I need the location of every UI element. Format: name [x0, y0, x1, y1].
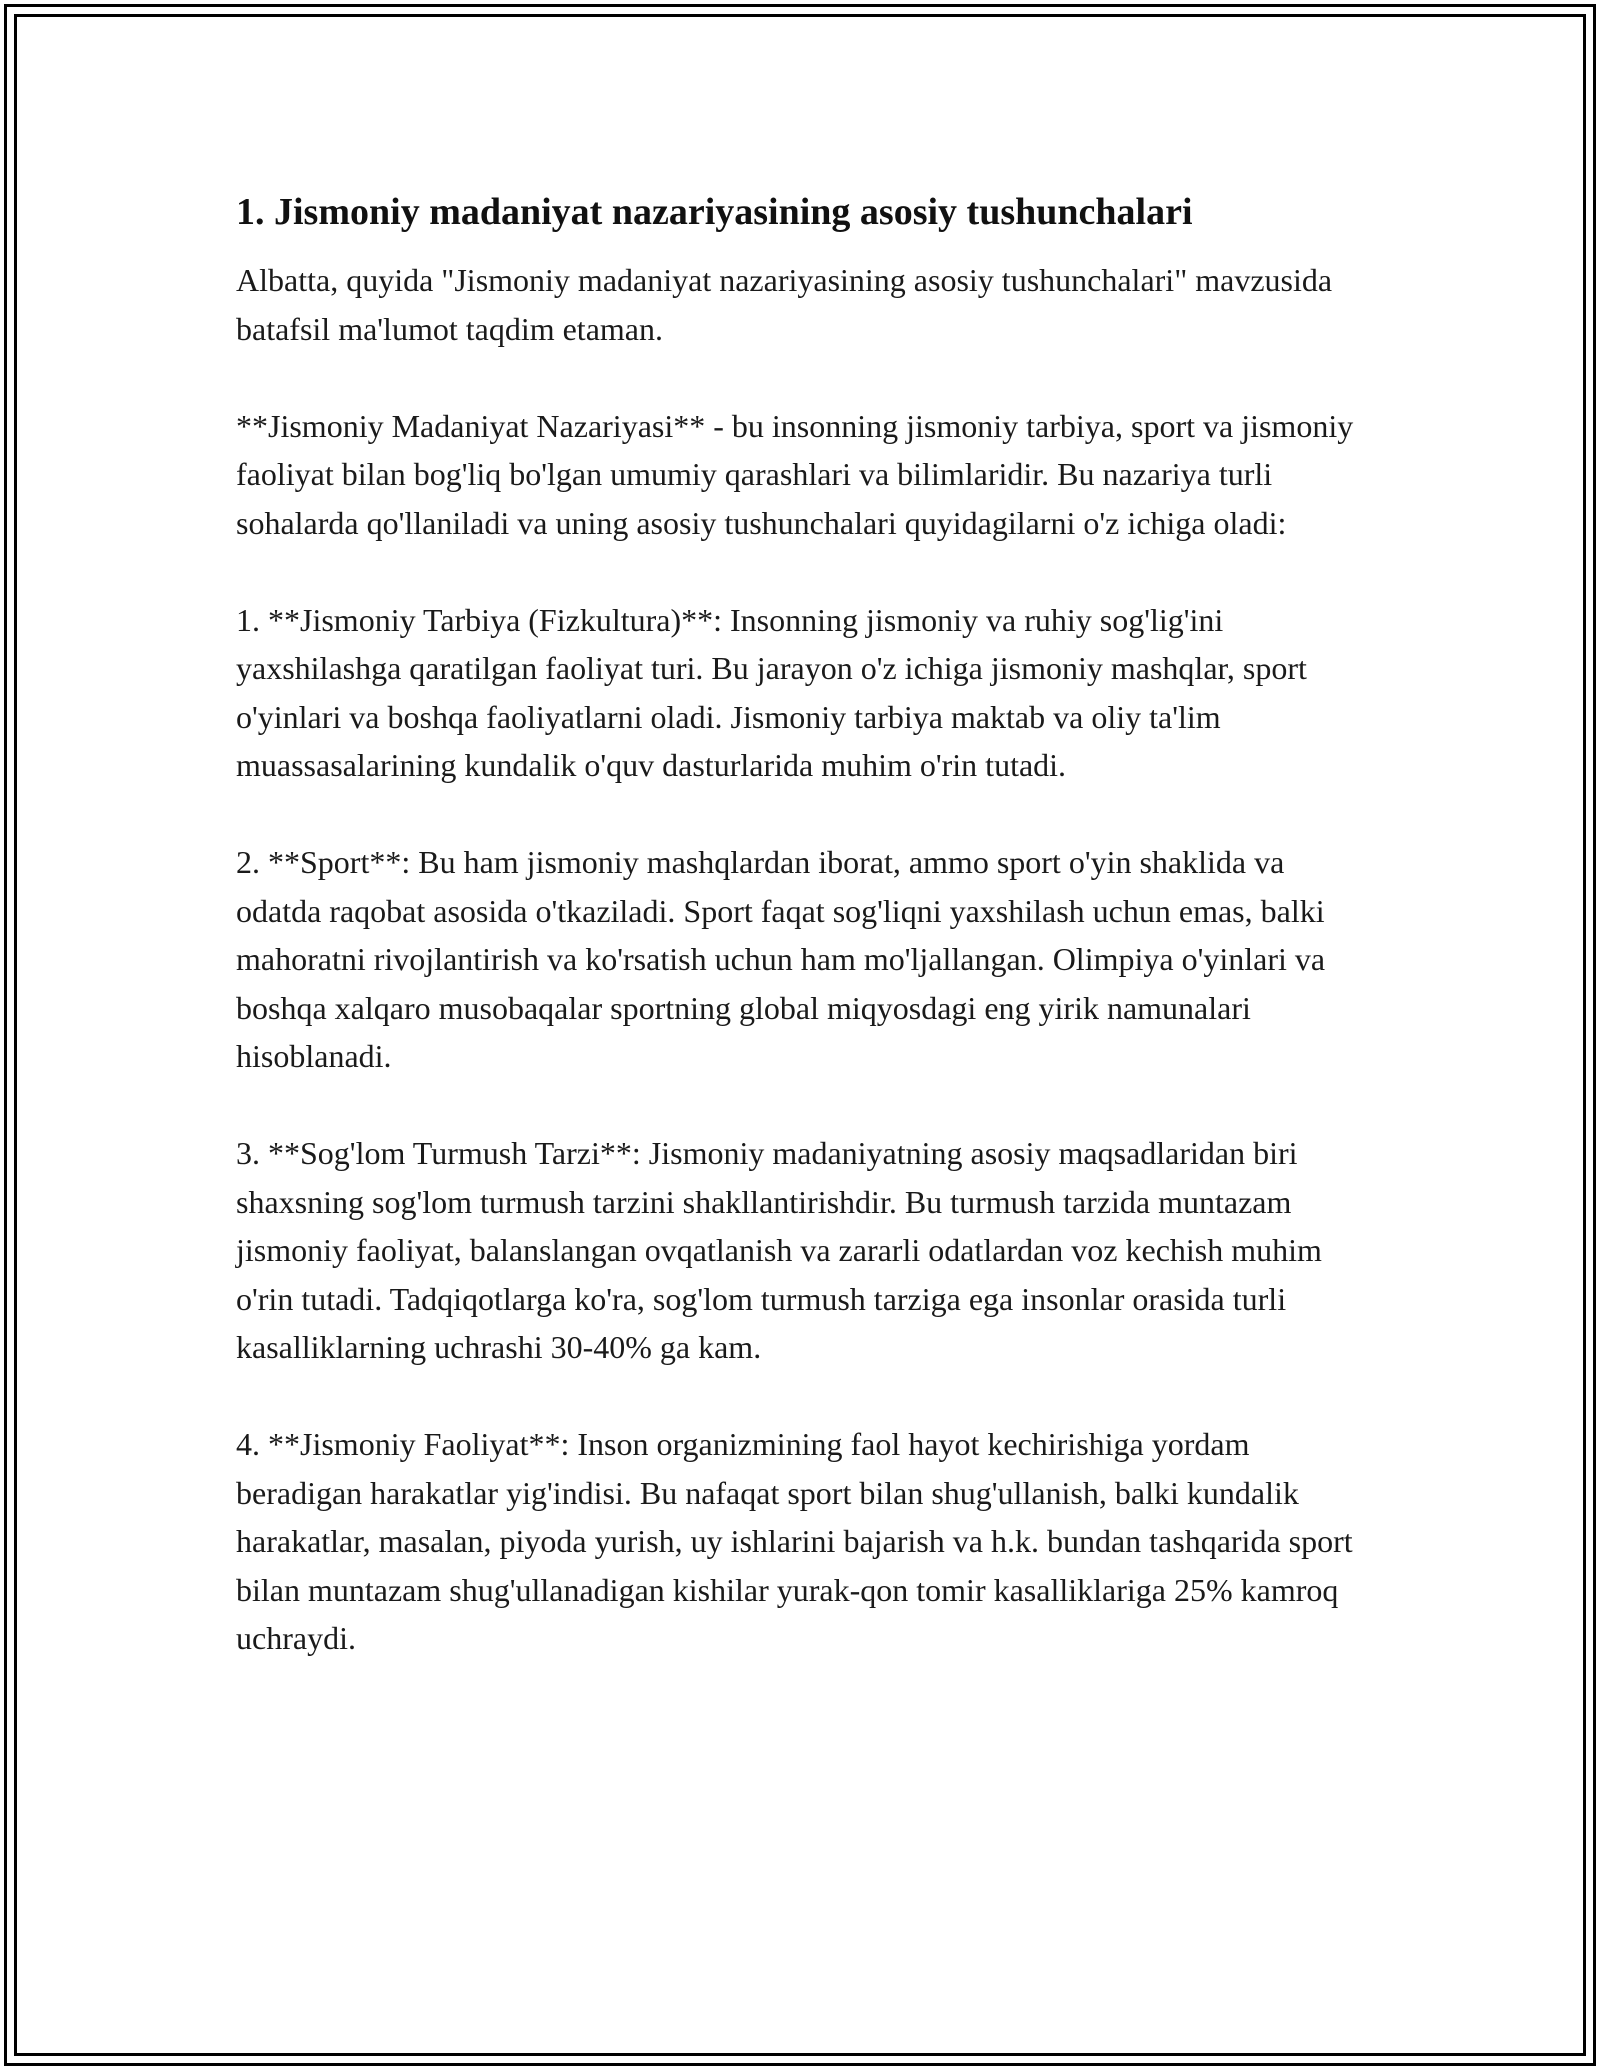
list-item-sport: 2. **Sport**: Bu ham jismoniy mashqlardan iborat, ammo sport o'yin shaklida va odatda raqobat asosida o'tkaziladi. Sport faqat sog'liqni yaxshilash uchun emas, balki mahoratni rivojlantirish va ko'rsatish uchun ham mo'ljallangan. Olimpiya o'yinlari va boshqa xalqaro musobaqalar sportning global miqyosdagi eng yirik namunalari hisoblanadi.: [236, 844, 1326, 1074]
document-title: 1. Jismoniy madaniyat nazariyasining asosiy tushunchalari: [236, 191, 1193, 233]
list-item-jismoniy-tarbiya: 1. **Jismoniy Tarbiya (Fizkultura)**: Insonning jismoniy va ruhiy sog'lig'ini yaxshilashga qaratilgan faoliyat turi. Bu jarayon o'z ichiga jismoniy mashqlar, sport o'yinlari va boshqa faoliyatlarni oladi. Jismoniy tarbiya maktab va oliy ta'lim muassasalarining kundalik o'quv dasturlarida muhim o'rin tutadi.: [236, 601, 1307, 783]
document-body: [236, 188, 1366, 1711]
list-item-jismoniy-faoliyat: 4. **Jismoniy Faoliyat**: Inson organizmining faol hayot kechirishiga yordam beradigan harakatlar yig'indisi. Bu nafaqat sport bilan shug'ullanish, balki kundalik harakatlar, masalan, piyoda yurish, uy ishlarini bajarish va h.k. bundan tashqarida sport bilan muntazam shug'ullanadigan kishilar yurak-qon tomir kasalliklariga 25% kamroq uchraydi.: [236, 1426, 1353, 1656]
list-item-soglom-turmush-tarzi: 3. **Sog'lom Turmush Tarzi**: Jismoniy madaniyatning asosiy maqsadlaridan biri shaxsning sog'lom turmush tarzini shakllantirishdir. Bu turmush tarzida muntazam jismoniy faoliyat, balanslangan ovqatlanish va zararli odatlardan voz kechish muhim o'rin tutadi. Tadqiqotlarga ko'ra, sog'lom turmush tarziga ega insonlar orasida turli kasalliklarning uchrashi 30-40% ga kam.: [236, 1135, 1322, 1365]
definition-paragraph: **Jismoniy Madaniyat Nazariyasi** - bu insonning jismoniy tarbiya, sport va jismoniy faoliyat bilan bog'liq bo'lgan umumiy qarashlari va bilimlaridir. Bu nazariya turli sohalarda qo'llaniladi va uning asosiy tushunchalari quyidagilarni o'z ichiga oladi:: [236, 407, 1354, 541]
intro-paragraph: Albatta, quyida "Jismoniy madaniyat nazariyasining asosiy tushunchalari" mavzusida batafsil ma'lumot taqdim etaman.: [236, 262, 1333, 347]
